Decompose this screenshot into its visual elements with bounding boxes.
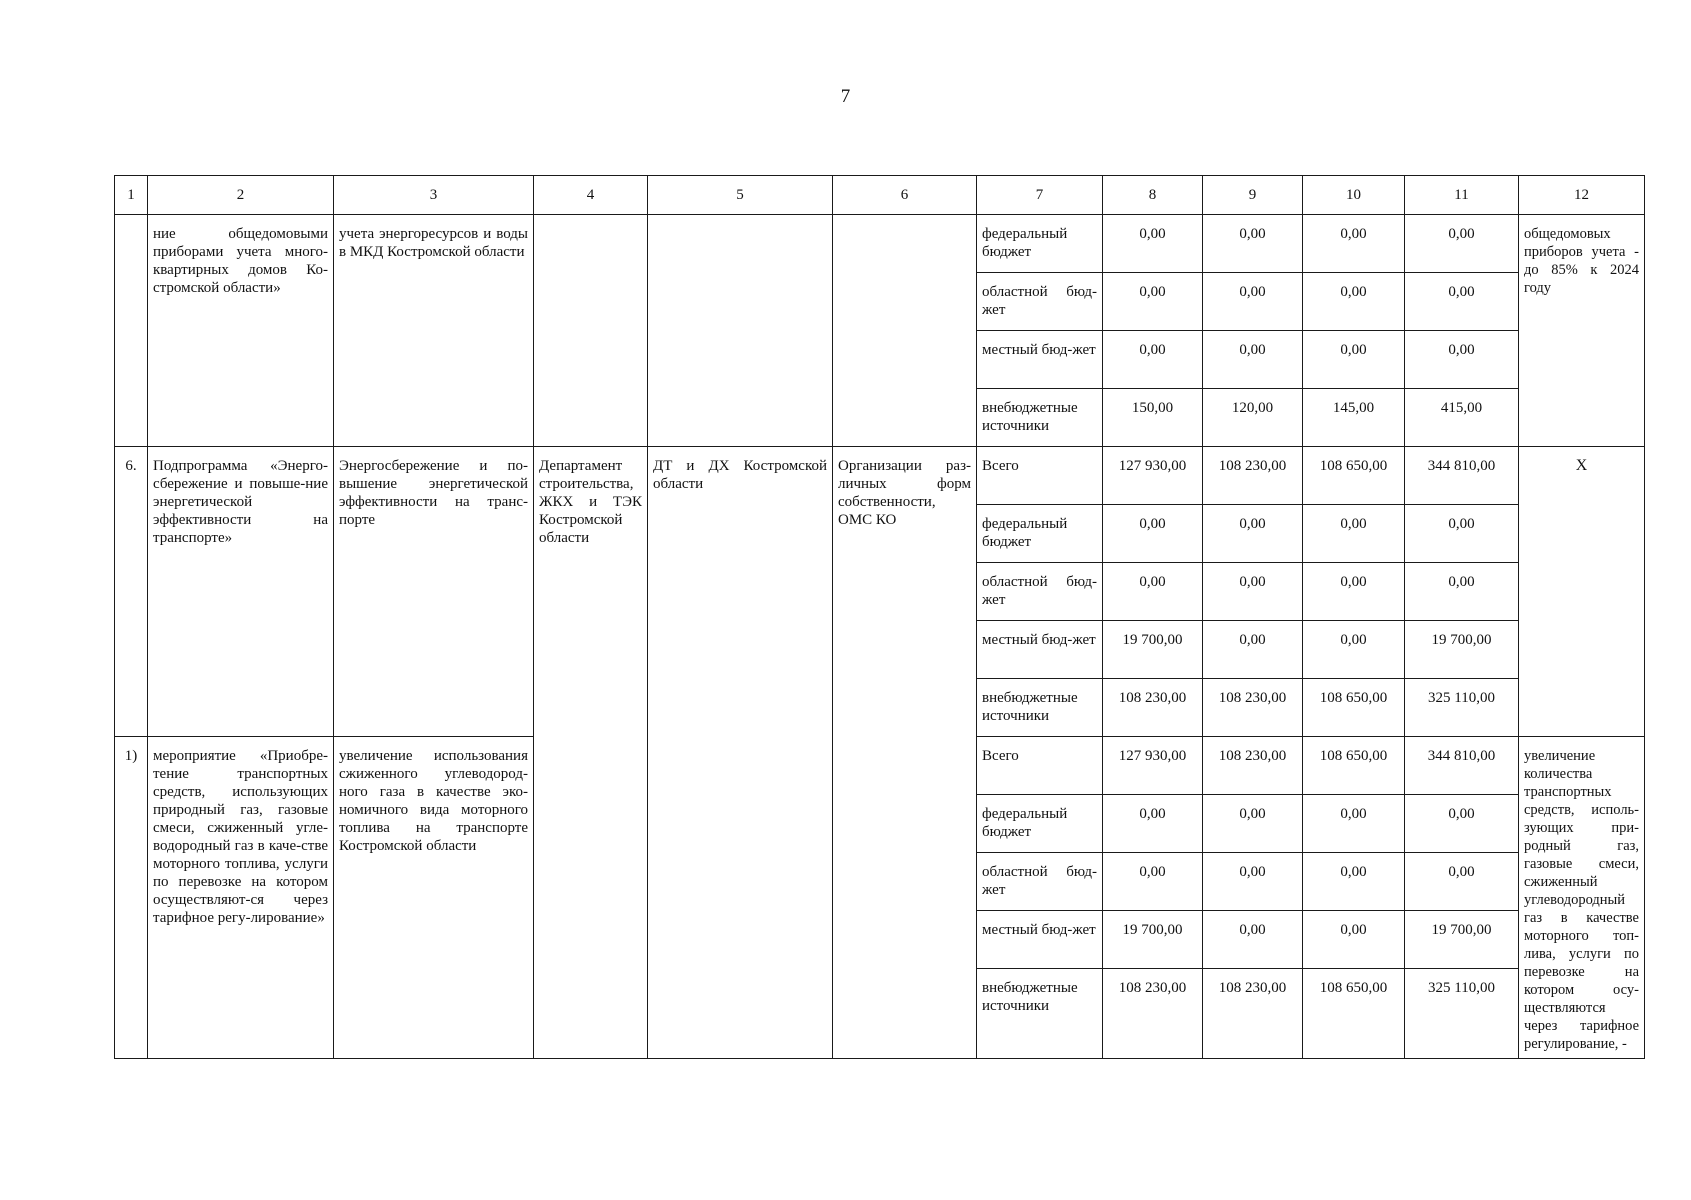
value-cell: 344 810,00: [1405, 737, 1519, 795]
value-cell: 0,00: [1405, 795, 1519, 853]
value-cell: 0,00: [1203, 621, 1303, 679]
value-cell: 108 230,00: [1203, 969, 1303, 1059]
value-cell: 0,00: [1405, 563, 1519, 621]
header-cell: 12: [1519, 176, 1645, 215]
value-cell: 415,00: [1405, 389, 1519, 447]
value-cell: 0,00: [1405, 505, 1519, 563]
funding-source-cell: федеральный бюджет: [977, 215, 1103, 273]
value-cell: 127 930,00: [1103, 737, 1203, 795]
value-cell: 0,00: [1103, 563, 1203, 621]
value-cell: 0,00: [1203, 331, 1303, 389]
value-cell: 0,00: [1203, 853, 1303, 911]
funding-source-cell: Всего: [977, 737, 1103, 795]
value-cell: 108 650,00: [1303, 447, 1405, 505]
value-cell: 0,00: [1103, 273, 1203, 331]
value-cell: 108 230,00: [1203, 737, 1303, 795]
table-row: [115, 215, 1645, 273]
funding-source-cell: внебюджетные источники: [977, 969, 1103, 1059]
funding-source-cell: Всего: [977, 447, 1103, 505]
value-cell: 0,00: [1303, 621, 1405, 679]
value-cell: 108 230,00: [1203, 679, 1303, 737]
value-cell: 0,00: [1103, 795, 1203, 853]
header-cell: 4: [534, 176, 648, 215]
block-c-title-cell: мероприятие «Приобре-тение транспортных средств, использующих природный газ, газовые смеси, сжиженный угле-водородный газ в каче-стве моторного топлива, услуги по перевозке на котором осуществляют-ся через тарифное регу-лирование»: [148, 737, 334, 1059]
value-cell: 344 810,00: [1405, 447, 1519, 505]
value-cell: 108 230,00: [1103, 969, 1203, 1059]
value-cell: 0,00: [1203, 563, 1303, 621]
value-cell: 108 650,00: [1303, 737, 1405, 795]
block-b-result-cell: Х: [1519, 447, 1645, 737]
value-cell: 19 700,00: [1405, 911, 1519, 969]
funding-source-cell: местный бюд-жет: [977, 911, 1103, 969]
header-cell: 3: [334, 176, 534, 215]
block-a-col4-cell: [534, 215, 648, 447]
value-cell: 108 650,00: [1303, 969, 1405, 1059]
value-cell: 0,00: [1303, 853, 1405, 911]
value-cell: 0,00: [1203, 273, 1303, 331]
value-cell: 0,00: [1203, 215, 1303, 273]
responsible-executor-cell: Департамент строительства, ЖКХ и ТЭК Костромской области: [534, 447, 648, 1059]
block-a-title-cell: ние общедомовыми приборами учета много-квартирных домов Ко-стромской области»: [148, 215, 334, 447]
value-cell: 19 700,00: [1103, 621, 1203, 679]
value-cell: 19 700,00: [1103, 911, 1203, 969]
value-cell: 108 230,00: [1203, 447, 1303, 505]
value-cell: 0,00: [1303, 331, 1405, 389]
block-c-purpose-cell: увеличение использования сжиженного углеводород-ного газа в качестве эко-номичного вида моторного топлива на транспорте Костромской области: [334, 737, 534, 1059]
block-a-col6-cell: [833, 215, 977, 447]
header-cell: 5: [648, 176, 833, 215]
header-cell: 9: [1203, 176, 1303, 215]
value-cell: 0,00: [1303, 273, 1405, 331]
value-cell: 0,00: [1203, 795, 1303, 853]
value-cell: 325 110,00: [1405, 969, 1519, 1059]
table-header-row: [115, 176, 1645, 215]
block-b-purpose-cell: Энергосбережение и по-вышение энергетической эффективности на транс-порте: [334, 447, 534, 737]
block-a-purpose-cell: учета энергоресурсов и воды в МКД Костромской области: [334, 215, 534, 447]
value-cell: 0,00: [1303, 505, 1405, 563]
value-cell: 0,00: [1405, 215, 1519, 273]
header-cell: 1: [115, 176, 148, 215]
header-cell: 6: [833, 176, 977, 215]
value-cell: 325 110,00: [1405, 679, 1519, 737]
block-b-number-cell: 6.: [115, 447, 148, 737]
header-cell: 11: [1405, 176, 1519, 215]
value-cell: 108 650,00: [1303, 679, 1405, 737]
value-cell: 0,00: [1103, 215, 1203, 273]
header-cell: 2: [148, 176, 334, 215]
funding-source-cell: федеральный бюджет: [977, 505, 1103, 563]
value-cell: 0,00: [1405, 331, 1519, 389]
value-cell: 0,00: [1303, 215, 1405, 273]
funding-source-cell: внебюджетные источники: [977, 679, 1103, 737]
header-cell: 7: [977, 176, 1103, 215]
value-cell: 120,00: [1203, 389, 1303, 447]
block-a-col5-cell: [648, 215, 833, 447]
co-executor-cell: ДТ и ДХ Костромской области: [648, 447, 833, 1059]
value-cell: 0,00: [1303, 795, 1405, 853]
value-cell: 0,00: [1303, 911, 1405, 969]
value-cell: 127 930,00: [1103, 447, 1203, 505]
value-cell: 0,00: [1405, 273, 1519, 331]
value-cell: 0,00: [1405, 853, 1519, 911]
funding-source-cell: местный бюд-жет: [977, 331, 1103, 389]
program-table: [114, 175, 1645, 1059]
funding-source-cell: федеральный бюджет: [977, 795, 1103, 853]
value-cell: 0,00: [1303, 563, 1405, 621]
block-c-result-cell: увеличение количества транспортных средств, исполь-зующих при-родный газ, газовые смеси, сжиженный углеводородный газ в качестве моторного топ-лива, услуги по перевозке на котором осу-ществляются через тарифное регулирование, -: [1519, 737, 1645, 1059]
header-cell: 8: [1103, 176, 1203, 215]
funding-source-cell: областной бюд-жет: [977, 273, 1103, 331]
participants-cell: Организации раз-личных форм собственности, ОМС КО: [833, 447, 977, 1059]
value-cell: 0,00: [1203, 911, 1303, 969]
block-c-number-cell: 1): [115, 737, 148, 1059]
value-cell: 0,00: [1103, 505, 1203, 563]
value-cell: 0,00: [1103, 331, 1203, 389]
funding-source-cell: областной бюд-жет: [977, 853, 1103, 911]
funding-source-cell: областной бюд-жет: [977, 563, 1103, 621]
block-a-result-cell: общедомовых приборов учета - до 85% к 2024 году: [1519, 215, 1645, 447]
table-row: [115, 447, 1645, 505]
page-number: 7: [840, 86, 851, 107]
value-cell: 19 700,00: [1405, 621, 1519, 679]
funding-source-cell: местный бюд-жет: [977, 621, 1103, 679]
value-cell: 0,00: [1103, 853, 1203, 911]
header-cell: 10: [1303, 176, 1405, 215]
value-cell: 145,00: [1303, 389, 1405, 447]
funding-source-cell: внебюджетные источники: [977, 389, 1103, 447]
block-b-title-cell: Подпрограмма «Энерго-сбережение и повыше-ние энергетической эффективности на транспорте»: [148, 447, 334, 737]
value-cell: 108 230,00: [1103, 679, 1203, 737]
block-a-number-cell: [115, 215, 148, 447]
value-cell: 0,00: [1203, 505, 1303, 563]
value-cell: 150,00: [1103, 389, 1203, 447]
